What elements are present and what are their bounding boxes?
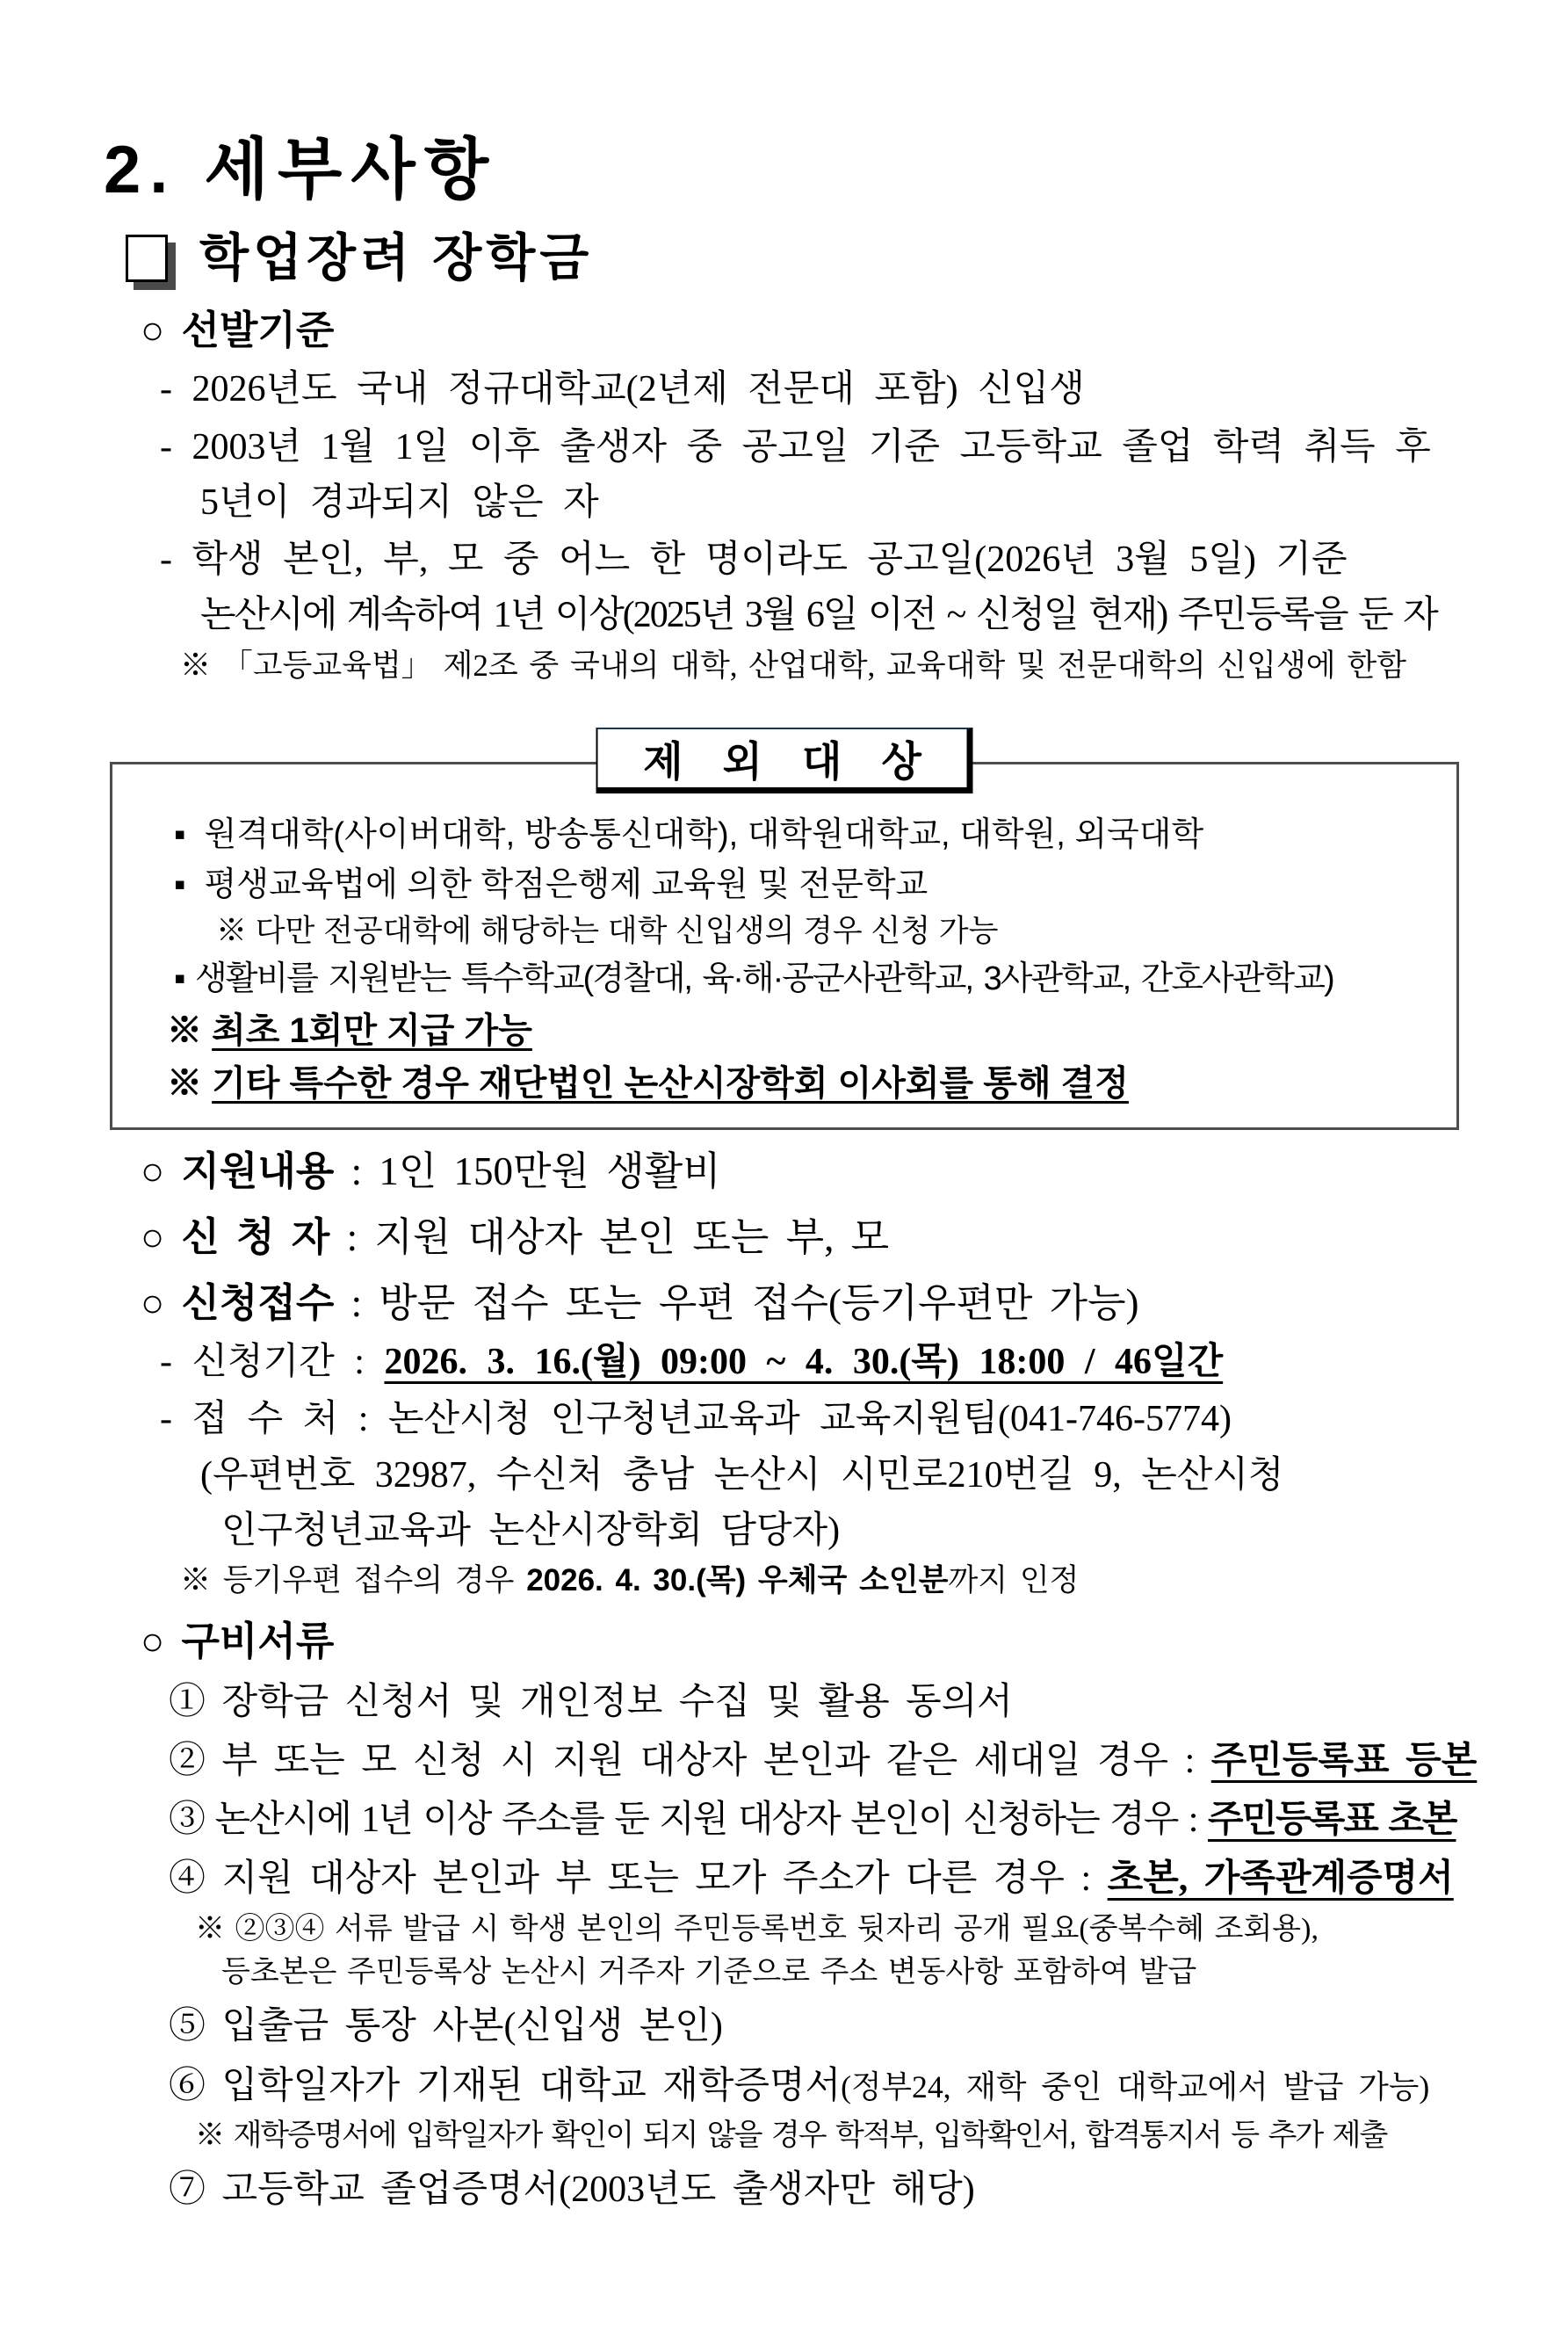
- text-segment: 기타 특수한 경우 재단법인 논산시장학회 이사회를 통해 결정: [212, 1064, 1129, 1104]
- text-segment: - 2026년도 국내 정규대학교(2년제 전문대 포함) 신입생: [160, 369, 1085, 410]
- text-segment: 학업장려 장학금: [199, 228, 594, 286]
- doc-6-enrollment-cert: [169, 2064, 1568, 2109]
- text-segment: 까지 인정: [948, 1562, 1080, 1597]
- support-content: [141, 1148, 1568, 1196]
- text-segment: 등초본은 주민등록상 논산시 거주자 기준으로 주소 변동사항 포함하여 발급: [221, 1955, 1197, 1988]
- criteria-residence: [160, 538, 1568, 583]
- text-segment: 신청접수: [181, 1281, 335, 1326]
- text-segment: 2026. 3. 16.(월) 09:00 ~ 4. 30.(목) 18:00 / 46일간: [384, 1342, 1224, 1383]
- application-method: [141, 1279, 1568, 1328]
- exclusion-box-title: 제 외 대 상: [596, 728, 973, 793]
- criteria-law-note: [180, 648, 1568, 685]
- submission-office: [160, 1397, 1568, 1442]
- intro-section: [0, 130, 1568, 685]
- doc-note-234: [195, 1911, 1568, 1947]
- checkbox-icon: [126, 235, 168, 282]
- text-segment: ※ 「고등교육법」 제2조 중 국내의 대학, 산업대학, 교육대학 및 전문대학의 신입생에 한함: [180, 648, 1406, 683]
- heading-required-documents: [141, 1618, 1568, 1666]
- exclusion-note-major-college: [216, 913, 1446, 949]
- text-segment: ※: [167, 1064, 213, 1104]
- text-segment: (우편번호 32987, 수신처 충남 논산시 시민로210번길 9, 논산시청: [200, 1454, 1284, 1496]
- text-segment: ○: [141, 1149, 182, 1194]
- text-segment: ▪ 원격대학(사이버대학, 방송통신대학), 대학원대학교, 대학원, 외국대학: [174, 816, 1204, 854]
- text-segment: 최초 1회만 지급 가능: [212, 1011, 532, 1050]
- text-segment: ※ 등기우편 접수의 경우: [180, 1562, 527, 1597]
- text-segment: ※ 재학증명서에 입학일자가 확인이 되지 않을 경우 학적부, 입학확인서, 합격통지서 등 추가 제출: [195, 2118, 1387, 2152]
- text-segment: : 방문 접수 또는 우편 접수(등기우편만 가능): [334, 1281, 1139, 1326]
- text-segment: 선발기준: [181, 308, 335, 353]
- doc-3-resident-abstract: [169, 1798, 1568, 1843]
- text-segment: ※: [167, 1011, 213, 1050]
- text-segment: 2. 세부사항: [104, 133, 498, 207]
- text-segment: ② 부 또는 모 신청 시 지원 대상자 본인과 같은 세대일 경우 :: [169, 1740, 1211, 1781]
- text-segment: : 1인 150만원 생활비: [334, 1149, 721, 1194]
- doc-4-family-cert: [169, 1857, 1568, 1902]
- text-segment: ⑥ 입학일자가 기재된 대학교 재학증명서: [169, 2065, 842, 2106]
- text-segment: ⑤ 입출금 통장 사본(신입생 본인): [169, 2006, 723, 2047]
- doc-1-application: [169, 1680, 1568, 1725]
- text-segment: ① 장학금 신청서 및 개인정보 수집 및 활용 동의서: [169, 1681, 1013, 1722]
- submission-address-cont: [221, 1509, 1568, 1554]
- exclusion-box: [110, 737, 1459, 1130]
- text-segment: 주민등록표 초본: [1207, 1800, 1456, 1841]
- document-page: [0, 130, 1568, 2347]
- text-segment: ▪ 평생교육법에 의한 학점은행제 교육원 및 전문학교: [174, 866, 929, 904]
- registered-mail-note: [180, 1562, 1568, 1600]
- exclusion-warning-one-time: [167, 1011, 1446, 1052]
- submission-address: [200, 1453, 1568, 1498]
- criteria-freshman: [160, 367, 1568, 412]
- text-segment: ▪ 생활비를 지원받는 특수학교(경찰대, 육·해·공군사관학교, 3사관학교, 간호사관학교): [174, 960, 1333, 998]
- text-segment: 초본, 가족관계증명서: [1107, 1858, 1454, 1900]
- exclusion-item-special-school: [174, 960, 1446, 999]
- text-segment: - 2003년 1월 1일 이후 출생자 중 공고일 기준 고등학교 졸업 학력 취득 후: [160, 426, 1431, 467]
- text-segment: ○: [141, 1619, 182, 1663]
- text-segment: ○: [141, 308, 182, 353]
- exclusion-warning-board-decision: [167, 1063, 1446, 1105]
- text-segment: ※ 다만 전공대학에 해당하는 대학 신입생의 경우 신청 가능: [216, 913, 999, 948]
- criteria-birthdate: [160, 425, 1568, 470]
- text-segment: 논산시에 계속하여 1년 이상(2025년 3월 6일 이전 ~ 신청일 현재) 주민등록을 둔 자: [200, 595, 1437, 636]
- text-segment: 인구청년교육과 논산시장학회 담당자): [221, 1510, 841, 1551]
- text-segment: - 신청기간 :: [160, 1342, 385, 1383]
- doc-7-graduation-cert: [169, 2168, 1568, 2213]
- doc-note-234-cont: [221, 1954, 1568, 1990]
- body-section: [0, 1148, 1568, 2213]
- text-segment: ※ ②③④ 서류 발급 시 학생 본인의 주민등록번호 뒷자리 공개 필요(중복수혜 조회용),: [195, 1912, 1319, 1945]
- text-segment: - 접 수 처 : 논산시청 인구청년교육과 교육지원팀(041-746-5774): [160, 1399, 1232, 1440]
- criteria-residence-cont: [200, 593, 1568, 638]
- heading-selection-criteria: [141, 307, 1568, 355]
- section-title: [104, 130, 1568, 212]
- text-segment: 5년이 경과되지 않은 자: [200, 482, 599, 523]
- text-segment: 구비서류: [181, 1619, 335, 1663]
- text-segment: ○: [141, 1281, 182, 1326]
- text-segment: ④ 지원 대상자 본인과 부 또는 모가 주소가 다른 경우 :: [169, 1858, 1108, 1900]
- text-segment: 신 청 자: [181, 1215, 330, 1260]
- exclusion-item-remote-univ: [174, 815, 1446, 855]
- text-segment: ③ 논산시에 1년 이상 주소를 둔 지원 대상자 본인이 신청하는 경우 :: [169, 1800, 1208, 1841]
- exclusion-box-content: [112, 815, 1446, 1105]
- text-segment: ○: [141, 1215, 182, 1260]
- exclusion-item-credit-bank: [174, 866, 1446, 905]
- text-segment: - 학생 본인, 부, 모 중 어느 한 명이라도 공고일(2026년 3월 5일) 기준: [160, 540, 1348, 581]
- applicant: [141, 1213, 1568, 1262]
- text-segment: 주민등록표 등본: [1210, 1740, 1478, 1781]
- doc-2-resident-register: [169, 1739, 1568, 1784]
- doc-6-note: [195, 2118, 1568, 2154]
- application-period: [160, 1340, 1568, 1385]
- text-segment: ⑦ 고등학교 졸업증명서(2003년도 출생자만 해당): [169, 2170, 975, 2211]
- doc-5-bankbook: [169, 2004, 1568, 2049]
- text-segment: 2026. 4. 30.(목) 우체국 소인분: [526, 1562, 949, 1597]
- text-segment: : 지원 대상자 본인 또는 부, 모: [329, 1215, 890, 1260]
- text-segment: 지원내용: [181, 1149, 335, 1194]
- subsection-title: [126, 228, 1568, 290]
- criteria-birthdate-cont: [200, 481, 1568, 525]
- text-segment: (정부24, 재학 중인 대학교에서 발급 가능): [841, 2068, 1430, 2104]
